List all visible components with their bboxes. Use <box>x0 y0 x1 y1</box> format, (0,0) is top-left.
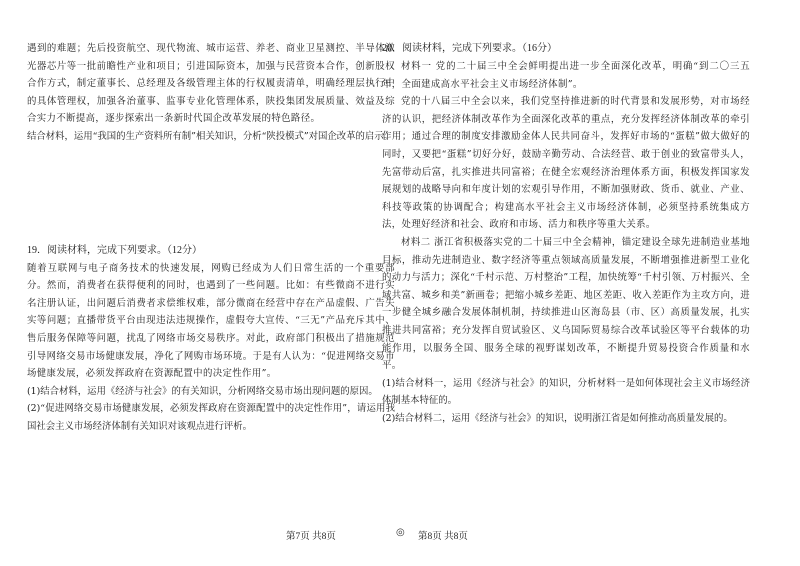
material-2: 材料二 浙江省积极落实党的二十届三中全会精神，锚定建设全球先进制造业基地目标，推动先进制造业、数字经济等重点领域高质量发展，不断增强推进新型工业化的动力与活力；深化“千村示范、万村整治”工程，加快统筹“千村引领、万村振兴、全域共富、城乡和美”新画卷；把缩小城乡差距、地区差距、收入差距作为主攻方向，进一步健全城乡融合发展体制机制，持续推进山区海岛县（市、区）高质量发展，扎实推进共同富裕；充分发挥自贸试验区、义乌国际贸易综合改革试验区等平台载体的功能作用，以服务全国、服务全球的视野谋划改革，不断提升贸易投资合作质量和水平。 <box>382 236 750 372</box>
question-20-item-1: (1)结合材料一，运用《经济与社会》的知识，分析材料一是如何体现社会主义市场经济体制基本特征的。 <box>382 377 750 407</box>
question-19-item-1: (1)结合材料，运用《经济与社会》的有关知识，分析网络交易市场出现问题的原因。 <box>27 385 378 397</box>
question-19-material: 随着互联网与电子商务技术的快速发展，网购已经成为人们日常生活的一个重要部分。然而，消费者在获得便利的同时，也遇到了一些问题。比如：有些微商不进行实名注册认证，出问题后消费者求偿维权难，部分微商在经营中存在产品虚假、广告失实等问题；直播带货平台由现违法违规操作，虚假夸大宣传、“三无”产品充斥其中、售后服务保障等问题，扰乱了网络市场交易秩序。对此，政府部门积极出了措施规范引导网络交易市场健康发展，净化了网购市场环境。于是有人认为：“促进网络交易市场健康发展，必须发挥政府在资源配置中的决定性作用”。 <box>27 262 395 380</box>
material-1-body: 党的十八届三中全会以来，我们党坚持推进新的时代背景和发展形势，对市场经济的认识，把经济体制改革作为全面深化改革的重点，充分发挥经济体制改革的牵引作用；通过合理的制度安排激励金体人民共同奋斗，发挥好市场的“蛋糕”做大做好的同时，又要把“蛋糕”切好分好，鼓励辛勤劳动、合法经营、敢于创业的致富带头人，先富带动后富，扎实推进共同富裕；在健全宏观经济治理体系方面，积极发挥国家发展规划的战略导向和年度计划的宏观引导作用，不断加强财政、货币、就业、产业、科技等政策的协调配合；构建高水平社会主义市场经济体制，必须坚持系统集成方法，处理好经济和社会、政府和市场、活力和秩序等重大关系。 <box>382 96 750 231</box>
page-number-right: 第8页 共8页 <box>418 532 468 542</box>
material-1-intro: 材料一 党的二十届三中全会鲜明提出进一步全面深化改革，明确“到二〇三五年，全面建成高水平社会主义市场经济体制”。 <box>382 61 750 90</box>
question-20-item-2: (2)结合材料二，运用《经济与社会》的知识，说明浙江省是如何推动高质量发展的。 <box>382 412 733 424</box>
left-column <box>27 40 395 436</box>
question-19-heading: 19．阅读材料，完成下列要求。（12分） <box>27 244 202 256</box>
question-18-prompt: 结合材料，运用“我国的生产资料所有制”相关知识，分析“陕投模式”对国企改革的启示。 <box>27 130 394 142</box>
blank-space <box>27 146 395 242</box>
right-column <box>382 40 750 427</box>
center-mark-icon: ◎ <box>396 527 405 538</box>
question-19-item-2: (2)“促进网络交易市场健康发展，必须发挥政府在资源配置中的决定性作用”，请运用我国社会主义市场经济体制有关知识对该观点进行评析。 <box>27 403 395 432</box>
question-20-heading: 20．阅读材料，完成下列要求。（16分） <box>382 43 557 54</box>
page-number-left: 第7页 共8页 <box>286 532 336 542</box>
material-continuation: 遇到的难题；先后投资航空、现代物流、城市运营、养老、商业卫星测控、半导体激光器芯片等一批前瞻性产业和项目；引进国际资本，加强与民营资本合作，创新股权合作方式，制定董事长、总经理及各级管理主体的行权履责清单，明确经理层执行中的具体管理权，加强各治董事、监事专业化管理体系，陕投集团发展质量、效益及综合实力不断提高，逐步探索出一条新时代国企改革发展的特色路径。 <box>27 43 395 125</box>
